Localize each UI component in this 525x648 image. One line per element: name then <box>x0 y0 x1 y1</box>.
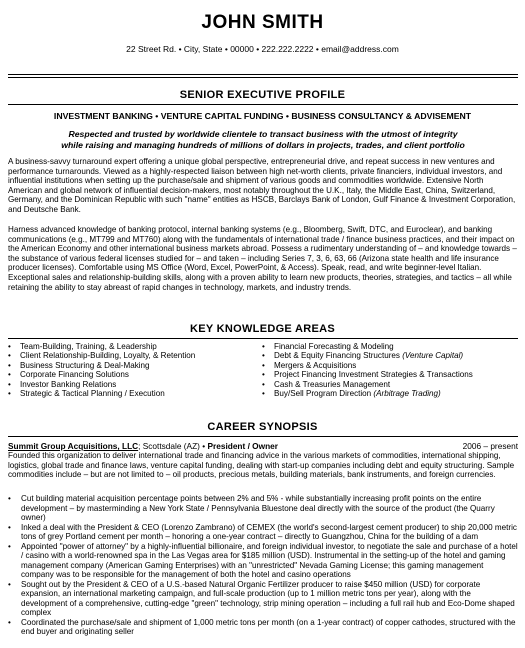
knowledge-heading: KEY KNOWLEDGE AREAS <box>189 323 336 335</box>
profile-divider <box>8 104 518 105</box>
knowledge-item-text: Financial Forecasting & Modeling <box>274 342 394 351</box>
knowledge-item-note: (Venture Capital) <box>402 351 464 361</box>
knowledge-item: • Client Relationship-Building, Loyalty, & Retention <box>8 351 195 360</box>
achievement-item: • Cut building material acquisition percentage points between 2% and 5% - while substantially increasing profit points on the entire development – by masterminding a New York State / Pennsylvania Bluestone deal directly with the source of the product (the Quarry owner) <box>8 494 518 523</box>
knowledge-item: • Strategic & Tactical Planning / Execution <box>8 389 195 398</box>
knowledge-item: • Corporate Financing Solutions <box>8 370 195 379</box>
achievement-list <box>8 494 518 637</box>
tagline-line-2: while raising and managing hundreds of millions of dollars in projects, trades, and client portfolio <box>61 140 465 150</box>
achievement-item: • Inked a deal with the President & CEO (Lorenzo Zambrano) of CEMEX (the world's second-largest cement producer) to ship 20,000 metric tons of grey Portland cement per month – honoring a one-year contract – directly to Guangzhou, China for the building of a dam <box>8 523 518 542</box>
career-divider <box>8 436 518 437</box>
header-divider <box>8 74 518 75</box>
knowledge-item-text: Mergers & Acquisitions <box>274 360 357 370</box>
profile-paragraph-2: Harness advanced knowledge of banking protocol, internal banking systems (e.g., Bloomberg, Swift, DTC, and Euroclear), and banking communications (e.g., MT799 and MT760) along with the fundamentals of international trade / finance business practices, and their impact on the American Economy and other international business markets abroad. Possess a rudimentary understanding of – and knowledge towards – the substance of various federal licenses studied for – and taken – including Series 7, 3, 6, 63, 66 (Arizona state health and life insurance producer licenses). Comfortable using MS Office (Word, Excel, PowerPoint, & Access). Speak, read, and write beginner-level Italian. Exceptional sales and relationship-building skills, along with a proven ability to learn new products, theories, strategies, and tactics – all while retaining the ability to stay abreast of rapid changes in technology, markets, and industry trends. <box>8 225 517 292</box>
profile-subtitle: INVESTMENT BANKING • VENTURE CAPITAL FUNDING • BUSINESS CONSULTANCY & ADVISEMENT <box>53 111 472 121</box>
tagline-line-1: Respected and trusted by worldwide clientele to transact business with the utmost of integrity <box>68 129 458 139</box>
knowledge-item-text: Cash & Treasuries Management <box>274 379 391 389</box>
knowledge-item: • Team-Building, Training, & Leadership <box>8 342 195 351</box>
knowledge-item-text: Buy/Sell Program Direction <box>274 389 374 399</box>
knowledge-item <box>262 389 473 398</box>
knowledge-divider <box>8 338 518 339</box>
knowledge-item-text: Project Financing Investment Strategies & Transactions <box>274 370 473 380</box>
candidate-name: JOHN SMITH <box>201 12 324 33</box>
knowledge-item-text: Debt & Equity Financing Structures <box>274 351 403 361</box>
knowledge-item <box>262 370 473 379</box>
company-name: Summit Group Acquisitions, LLC <box>8 441 139 451</box>
knowledge-list-right <box>262 342 473 398</box>
job-summary: Founded this organization to deliver international trade and financing advice in the various markets of commodities, international shipping, logistics, global trade and finance laws, venture capital funding, dealing with start-up companies including debt and equity structuring. Sample commodities include – but are not limited to – oil products, precious metals, building materials, bank instruments, and foreign currencies. <box>8 451 515 480</box>
knowledge-item: • Investor Banking Relations <box>8 380 195 389</box>
knowledge-item-note: (Arbitrage Trading) <box>373 389 441 399</box>
knowledge-list-left <box>8 342 195 398</box>
contact-info: 22 Street Rd. • City, State • 00000 • 222.222.2222 • email@address.com <box>126 44 399 54</box>
job-dates: 2006 – present <box>462 441 518 451</box>
profile-tagline <box>18 129 508 151</box>
achievement-item: • Appointed "power of attorney" by a highly-influential billionaire, and foreign individual investor, to negotiate the sale and purchase of a hotel / casino with a world-renowned spa in the Las Vegas area for $185 million (USD). Instrumental in the setting-up of the hotel and gaming management company (American Gaming Enterprises) with an "unrestricted" Nevada Gaming License; this gaming management company was to be responsible for the management of both the hotel and casino operations <box>8 542 518 580</box>
company-location: ; Scottsdale (AZ) • <box>138 441 208 451</box>
knowledge-item: • Business Structuring & Deal-Making <box>8 361 195 370</box>
achievement-item: • Sought out by the President & CEO of a U.S.-based Natural Organic Fertilizer producer to raise $450 million (USD) for corporate expansion, an international marketing campaign, and full-scale production (up to 1 million metric tons per year), along with the development of a comprehensive, cutting-edge "green" technology, strip mining operation – including a full rail hub and Eco-Dome shaped complex <box>8 580 518 618</box>
job-header <box>8 441 518 451</box>
job-role: President / Owner <box>207 441 278 451</box>
knowledge-item <box>262 342 473 351</box>
profile-heading: SENIOR EXECUTIVE PROFILE <box>179 89 346 101</box>
knowledge-item <box>262 351 473 360</box>
career-heading: CAREER SYNOPSIS <box>207 421 318 433</box>
knowledge-item <box>262 380 473 389</box>
achievement-item: • Coordinated the purchase/sale and shipment of 1,000 metric tons per month (on a 1-year contract) of copper cathodes, structured with the end buyer and originating seller <box>8 618 518 637</box>
profile-paragraph-1: A business-savvy turnaround expert offering a unique global perspective, entrepreneurial drive, and repeat success in new ventures and performance turnarounds. Viewed as a highly-respected liaison between high net-worth clients, private financiers, individual investors, and influential institutions when setting up the purchase/sale and shipment of various goods and commodities worldwide. Extensive North American and global network of influential decision-makers, most notably throughout the U.K., Italy, the Middle East, China, Switzerland, Germany, and the Dominican Republic with such "name" entities as HSCB, Barclays Bank of London, Gulf Finance & Investment Corporation, and Deutsche Bank. <box>8 157 516 214</box>
knowledge-item <box>262 361 473 370</box>
